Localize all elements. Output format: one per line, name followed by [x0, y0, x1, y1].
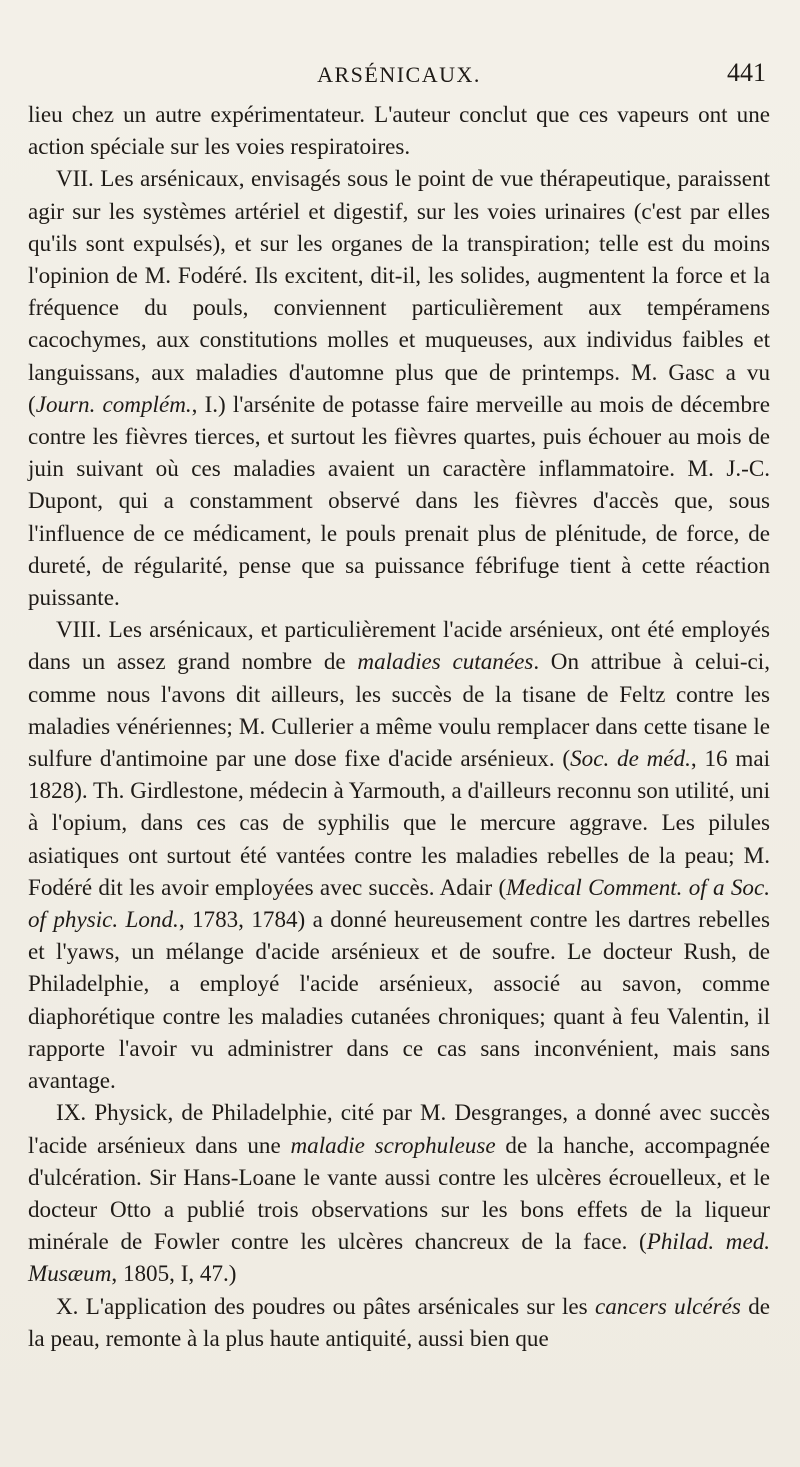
page-number: 441 — [727, 58, 766, 87]
page-header — [28, 58, 770, 98]
italic-text-run: Philad. med. Musæum — [28, 1228, 771, 1287]
text-run: X. L'application des poudres ou pâtes arsénicales sur les — [56, 1292, 595, 1319]
italic-text-run: Medical Comment. of a Soc. of physic. Lond. — [28, 873, 770, 933]
text-run: , 16 mai 1828). Th. Girdlestone, médecin à Yarmouth, a d'ailleurs reconnu son utilité, uni à l'opium, dans ces cas de syphilis que le mercure aggrave. Les pilules asiatiques ont surtout été vantées contre les maladies rebelles de la peau; M. Fodéré dit les avoir employées avec succès. Adair ( — [28, 745, 770, 900]
running-title: ARSÉNICAUX. — [317, 62, 481, 87]
body-text — [28, 98, 770, 1354]
italic-text-run: maladies cutanées — [357, 648, 534, 675]
italic-text-run: cancers ulcérés — [595, 1292, 741, 1319]
italic-text-run: Soc. de méd. — [570, 745, 691, 772]
text-run: , 1805, I, 47.) — [111, 1260, 237, 1287]
italic-text-run: maladie scrophuleuse — [290, 1131, 496, 1158]
text-run: VIII. Les arsénicaux, et particulièrement l'acide arsénieux, ont été employés dans un assez grand nombre de — [28, 616, 770, 675]
text-run: IX. Physick, de Philadelphie, cité par M. Desgranges, a donné avec succès l'acide arsénieux dans une — [28, 1099, 770, 1158]
paragraph-section-x — [28, 1290, 770, 1354]
paragraph-continuation — [28, 98, 770, 162]
paragraph-section-vii — [28, 162, 770, 613]
text-run: VII. Les arsénicaux, envisagés sous le point de vue thérapeutique, paraissent agir sur les systèmes artériel et digestif, sur les voies urinaires (c'est par elles qu'ils sont expulsés), et sur les organes de la transpiration; telle est du moins l'opinion de M. Fodéré. Ils excitent, dit-il, les solides, augmentent la force et la fréquence du pouls, conviennent particulièrement aux tempéramens cacochymes, aux constitutions molles et muqueuses, aux individus faibles et languissans, aux maladies d'automne plus que de printemps. M. Gasc a vu ( — [28, 165, 770, 417]
text-run: , 1783, 1784) a donné heureusement contre les dartres rebelles et l'yaws, un mélange d'acide arsénieux et de soufre. Le docteur Rush, de Philadelphie, a employé l'acide arsénieux, associé au savon, comme diaphorétique contre les maladies cutanées chroniques; quant à feu Valentin, il rapporte l'avoir vu administrer dans ce cas sans inconvénient, mais sans avantage. — [28, 906, 770, 1094]
text-run: lieu chez un autre expérimentateur. L'auteur conclut que ces vapeurs ont une action spéciale sur les voies respiratoires. — [28, 101, 770, 160]
text-run: de la hanche, accompagnée d'ulcération. Sir Hans-Loane le vante aussi contre les ulcères écrouelleux, et le docteur Otto a publié trois observations sur les bons effets de la liqueur minérale de Fowler contre les ulcères chancreux de la face. ( — [28, 1131, 770, 1255]
text-run: de la peau, remonte à la plus haute antiquité, aussi bien que — [28, 1292, 770, 1351]
text-run: , I.) l'arsénite de potasse faire merveille au mois de décembre contre les fièvres tierces, et surtout les fièvres quartes, puis échouer au mois de juin suivant où ces maladies avaient un caractère inflammatoire. M. J.-C. Dupont, qui a constamment observé dans les fièvres d'accès que, sous l'influence de ce médicament, le pouls prenait plus de plénitude, de force, de dureté, de régularité, pense que sa puissance fébrifuge tient à cette réaction puissante. — [28, 390, 770, 611]
italic-text-run: Journ. complém. — [35, 390, 192, 417]
text-run: . On attribue à celui-ci, comme nous l'avons dit ailleurs, les succès de la tisane de Feltz contre les maladies vénériennes; M. Cullerier a même voulu remplacer dans cette tisane le sulfure d'antimoine par une dose fixe d'acide arsénieux. ( — [28, 648, 770, 772]
paragraph-section-ix — [28, 1096, 770, 1289]
paragraph-section-viii — [28, 613, 770, 1096]
